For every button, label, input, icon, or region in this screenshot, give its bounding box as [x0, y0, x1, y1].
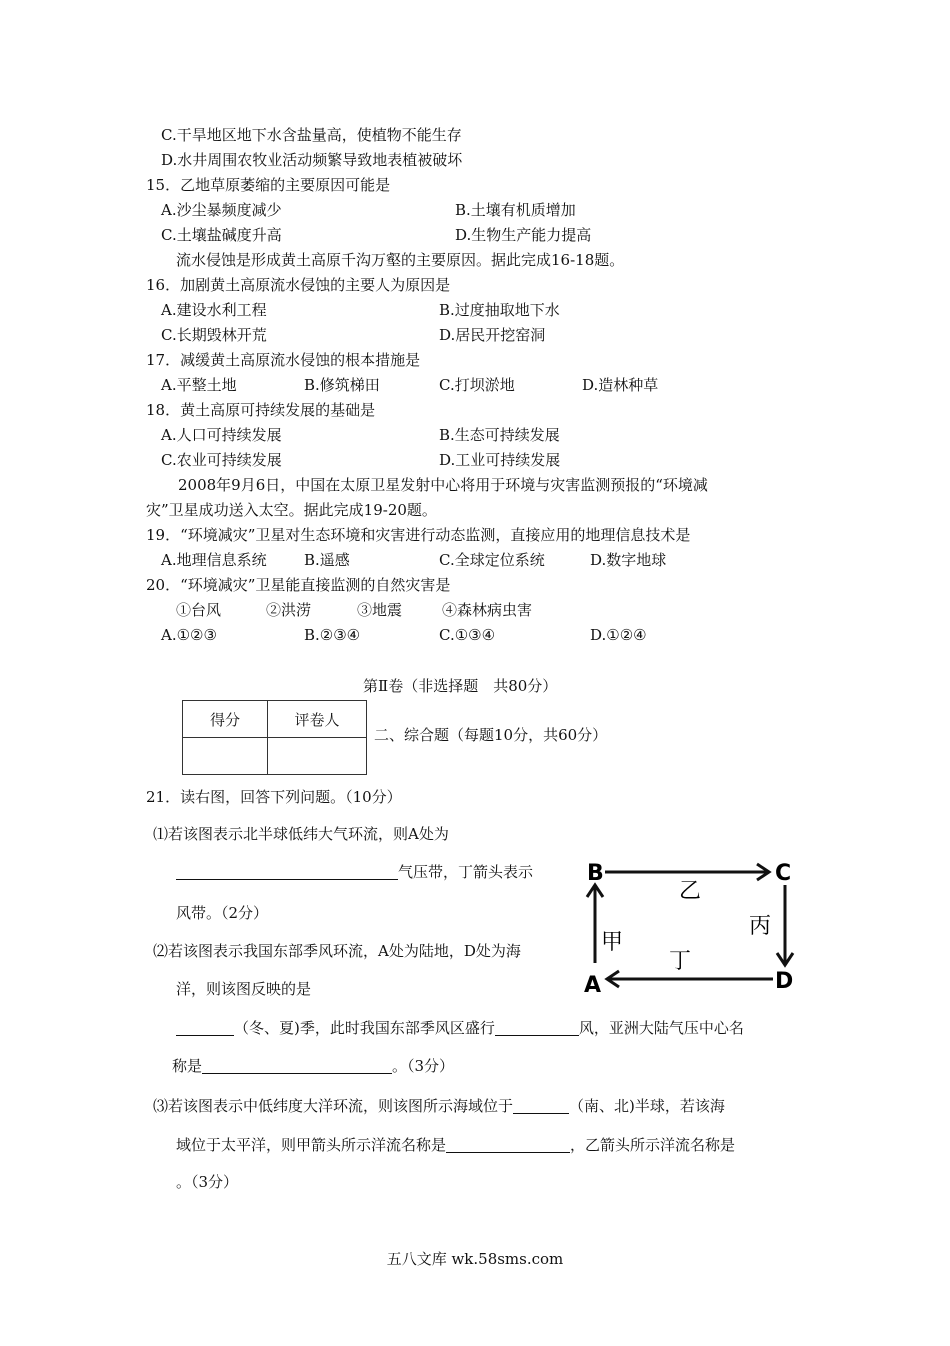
score-header: 得分: [183, 701, 268, 738]
item-20-3: ③地震: [357, 601, 403, 619]
option-16a: A.建设水利工程: [161, 301, 267, 319]
material-19-20: 2008年9月6日，中国在太原卫星发射中心将用于环境与灾害监测预报的“环境减: [178, 476, 708, 494]
option-20b: B.②③④: [304, 626, 361, 644]
option-19b: B.遥感: [304, 551, 350, 569]
q21-part2-season-text: （冬、夏)季，此时我国东部季风区盛行: [234, 1019, 495, 1037]
q21-part1-line2: [176, 862, 533, 882]
q21-part3-line3: 。（3分）: [176, 1173, 239, 1191]
answer-blank-hemisphere[interactable]: [513, 1097, 569, 1114]
option-20d: D.①②④: [590, 626, 647, 644]
option-15c: C.土壤盐碱度升高: [161, 226, 282, 244]
corner-d-label: D: [775, 969, 794, 994]
arrow-jia-label: 甲: [601, 930, 624, 955]
material-19-20-cont: 灾”卫星成功送入太空。据此完成19-20题。: [146, 501, 437, 519]
q21-part3-text: ⑶若该图表示中低纬度大洋环流，则该图所示海域位于: [153, 1097, 514, 1115]
circulation-diagram: [575, 855, 815, 995]
option-18b: B.生态可持续发展: [439, 426, 560, 444]
q21-part1-line3: 风带。（2分）: [176, 904, 269, 922]
option-17b: B.修筑梯田: [304, 376, 380, 394]
q21-part2-line4: [172, 1056, 454, 1076]
answer-blank-season[interactable]: [176, 1019, 234, 1036]
option-16b: B.过度抽取地下水: [439, 301, 560, 319]
answer-blank-pressure-center[interactable]: [202, 1057, 392, 1074]
score-cell[interactable]: [183, 738, 268, 775]
option-16d: D.居民开挖窑洞: [439, 326, 546, 344]
corner-b-label: B: [587, 861, 604, 886]
option-14d: D.水井周围农牧业活动频繁导致地表植被破坏: [161, 151, 463, 169]
answer-blank-monsoon[interactable]: [495, 1019, 579, 1036]
q21-part2-line2: 洋，则该图反映的是: [176, 980, 312, 998]
grader-cell[interactable]: [268, 738, 367, 775]
option-17a: A.平整土地: [161, 376, 237, 394]
option-18c: C.农业可持续发展: [161, 451, 282, 469]
q21-part2: ⑵若该图表示我国东部季风环流，A处为陆地，D处为海: [153, 942, 521, 960]
option-19c: C.全球定位系统: [439, 551, 545, 569]
q21-part3: [153, 1096, 725, 1116]
q21-part3-hemisphere-text: （南、北)半球，若该海: [569, 1097, 725, 1115]
material-16-18: 流水侵蚀是形成黄土高原千沟万壑的主要原因。据此完成16-18题。: [176, 251, 625, 269]
section-two-heading: 二、综合题（每题10分，共60分）: [374, 726, 608, 744]
option-20a: A.①②③: [161, 626, 217, 644]
corner-a-label: A: [584, 973, 602, 995]
option-18d: D.工业可持续发展: [439, 451, 561, 469]
q21-part2-name-text: 称是: [172, 1057, 203, 1075]
q21-part1: ⑴若该图表示北半球低纬大气环流，则A处为: [153, 825, 449, 843]
q21-part3-yi-text: ，乙箭头所示洋流名称是: [570, 1136, 736, 1154]
item-20-2: ②洪涝: [266, 601, 312, 619]
question-21: 21．读右图，回答下列问题。（10分）: [146, 788, 402, 806]
option-18a: A.人口可持续发展: [161, 426, 282, 444]
arrow-yi-label: 乙: [679, 879, 702, 904]
arrow-ding-label: 丁: [669, 949, 692, 974]
question-20: 20．“环境减灾”卫星能直接监测的自然灾害是: [146, 576, 451, 594]
page-footer: 五八文库 wk.58sms.com: [386, 1250, 564, 1268]
score-table: [182, 700, 367, 775]
question-18: 18．黄土高原可持续发展的基础是: [146, 401, 376, 419]
arrow-bing-label: 丙: [749, 914, 772, 939]
option-19a: A.地理信息系统: [161, 551, 267, 569]
q21-part2-score: 。（3分）: [392, 1057, 455, 1075]
q21-part3-jia-text: 域位于太平洋，则甲箭头所示洋流名称是: [176, 1136, 447, 1154]
option-20c: C.①③④: [439, 626, 496, 644]
option-16c: C.长期毁林开荒: [161, 326, 267, 344]
answer-blank-current-jia[interactable]: [446, 1136, 570, 1153]
question-15: 15．乙地草原萎缩的主要原因可能是: [146, 176, 391, 194]
answer-blank-a-pressure-belt[interactable]: [176, 863, 398, 880]
q21-part3-line2: [176, 1135, 735, 1155]
item-20-1: ①台风: [176, 601, 222, 619]
option-17d: D.造林种草: [582, 376, 659, 394]
q21-part2-line3: [176, 1018, 744, 1038]
question-19: 19．“环境减灾”卫星对生态环境和灾害进行动态监测，直接应用的地理信息技术是: [146, 526, 691, 544]
q21-part1-pressure-text: 气压带，丁箭头表示: [398, 863, 534, 881]
option-19d: D.数字地球: [590, 551, 667, 569]
corner-c-label: C: [775, 861, 792, 886]
option-17c: C.打坝淤地: [439, 376, 515, 394]
option-15a: A.沙尘暴频度减少: [161, 201, 282, 219]
question-17: 17．减缓黄土高原流水侵蚀的根本措施是: [146, 351, 421, 369]
q21-part2-wind-text: 风，亚洲大陆气压中心名: [578, 1019, 744, 1037]
grader-header: 评卷人: [268, 701, 367, 738]
part-two-title: 第Ⅱ卷（非选择题 共80分）: [363, 677, 558, 695]
option-15d: D.生物生产能力提高: [455, 226, 592, 244]
option-14c: C.干旱地区地下水含盐量高，使植物不能生存: [161, 126, 462, 144]
item-20-4: ④森林病虫害: [442, 601, 533, 619]
question-16: 16．加剧黄土高原流水侵蚀的主要人为原因是: [146, 276, 451, 294]
option-15b: B.土壤有机质增加: [455, 201, 576, 219]
